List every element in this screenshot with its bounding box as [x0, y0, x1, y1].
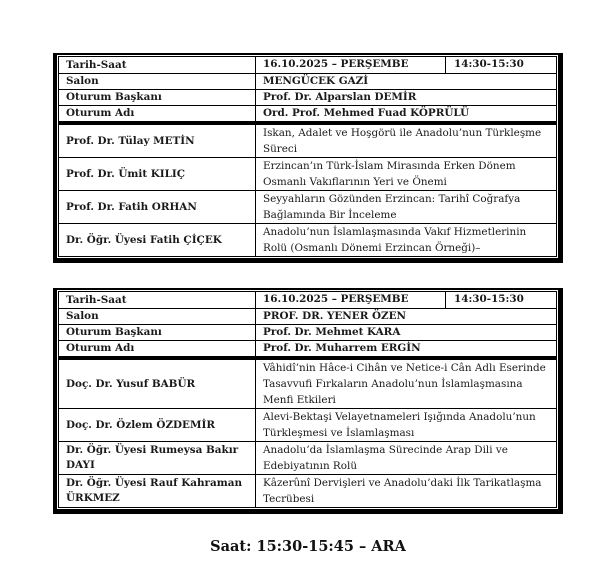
chair-label: Oturum Başkanı: [59, 90, 256, 105]
presentation-row: [59, 356, 556, 408]
speaker-name: Doç. Dr. Özlem ÖZDEMİR: [59, 409, 256, 441]
hall-row: [59, 308, 556, 324]
chair-label: Oturum Başkanı: [59, 325, 256, 340]
break-time-text: Saat: 15:30-15:45 – ARA: [210, 538, 406, 555]
presentation-title: Kâzerûnî Dervişleri ve Anadolu’daki İlk Tarikatlaşma Tecrübesi: [263, 477, 542, 505]
datetime-row: [59, 57, 556, 73]
session-name-value: Prof. Dr. Muharrem ERGİN: [263, 342, 421, 354]
chair-row: [59, 324, 556, 340]
session-name-value: Ord. Prof. Mehmed Fuad KÖPRÜLÜ: [263, 107, 470, 119]
presentation-row: [59, 190, 556, 223]
hall-value: MENGÜCEK GAZİ: [263, 75, 369, 87]
presentation-title: Anadolu’da İslamlaşma Sürecinde Arap Dili ve Edebiyatının Rolü: [263, 444, 508, 472]
session-table-1: [53, 53, 563, 263]
datetime-row: [59, 292, 556, 308]
time-value: 14:30-15:30: [454, 58, 524, 70]
session-name-row: [59, 340, 556, 356]
presentation-row: [59, 474, 556, 507]
datetime-label: Tarih-Saat: [59, 57, 256, 73]
chair-value: Prof. Dr. Mehmet KARA: [263, 326, 401, 338]
speaker-name: Dr. Öğr. Üyesi Rumeysa Bakır DAYI: [59, 442, 256, 474]
session-name-row: [59, 105, 556, 121]
hall-row: [59, 73, 556, 89]
datetime-label: Tarih-Saat: [59, 292, 256, 308]
hall-label: Salon: [59, 74, 256, 89]
speaker-name: Dr. Öğr. Üyesi Fatih ÇİÇEK: [59, 224, 256, 256]
session-table-2: [53, 288, 563, 514]
presentation-title: Iskan, Adalet ve Hoşgörü ile Anadolu’nun Türkleşme Süreci: [263, 127, 542, 155]
presentation-title: Alevi-Bektaşi Velayetnameleri Işığında Anadolu’nun Türkleşmesi ve İslamlaşması: [263, 411, 536, 439]
presentation-row: [59, 223, 556, 256]
session-name-label: Oturum Adı: [59, 106, 256, 121]
chair-value: Prof. Dr. Alparslan DEMİR: [263, 91, 417, 103]
speaker-name: Dr. Öğr. Üyesi Rauf Kahraman ÜRKMEZ: [59, 475, 256, 507]
speaker-name: Prof. Dr. Fatih ORHAN: [59, 191, 256, 223]
chair-row: [59, 89, 556, 105]
presentation-row: [59, 441, 556, 474]
presentation-row: [59, 408, 556, 441]
speaker-name: Doç. Dr. Yusuf BABÜR: [59, 360, 256, 408]
presentation-row: [59, 157, 556, 190]
time-value: 14:30-15:30: [454, 293, 524, 305]
session-name-label: Oturum Adı: [59, 341, 256, 356]
hall-label: Salon: [59, 309, 256, 324]
presentation-title: Erzincan’ın Türk-İslam Mirasında Erken Dönem Osmanlı Vakıflarının Yeri ve Önemi: [263, 160, 516, 188]
speaker-name: Prof. Dr. Tülay METİN: [59, 125, 256, 157]
date-value: 16.10.2025 – PERŞEMBE: [256, 57, 446, 73]
hall-value: PROF. DR. YENER ÖZEN: [263, 310, 407, 322]
speaker-name: Prof. Dr. Ümit KILIÇ: [59, 158, 256, 190]
session-table-inner: [58, 56, 557, 257]
presentation-title: Anadolu’nun İslamlaşmasında Vakıf Hizmetlerinin Rolü (Osmanlı Dönemi Erzincan Örneği)–: [263, 226, 527, 254]
presentation-row: [59, 121, 556, 157]
date-value: 16.10.2025 – PERŞEMBE: [256, 292, 446, 308]
presentation-title: Seyyahların Gözünden Erzincan: Tarihî Coğrafya Bağlamında Bir İnceleme: [263, 193, 521, 221]
presentation-title: Vâhidî’nin Hâce-i Cihân ve Netice-i Cân Adlı Eserinde Tasavvufi Fırkaların Anadolu’nun İslamlaşmasına Menfi Etkileri: [263, 362, 546, 406]
session-table-inner: [58, 291, 557, 508]
